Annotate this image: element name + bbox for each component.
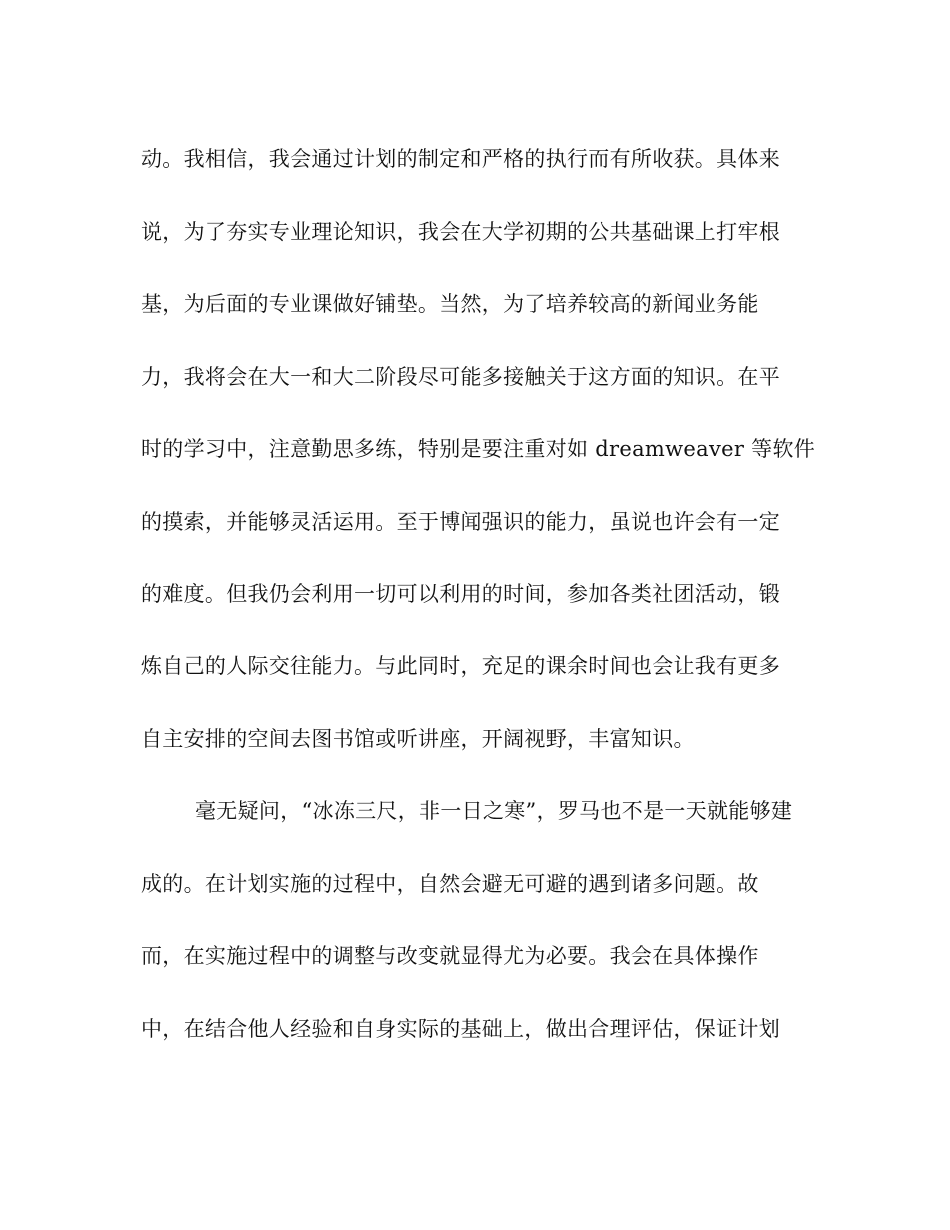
paragraph-start-line: 毫无疑问，“冰冻三尺，非一日之寒”，罗马也不是一天就能够建 bbox=[195, 799, 793, 823]
text-line-13: 中，在结合他人经验和自身实际的基础上，做出合理评估，保证计划 bbox=[141, 1017, 780, 1041]
text-line-9: 自主安排的空间去图书馆或听讲座，开阔视野，丰富知识。 bbox=[141, 727, 695, 751]
text-line-8: 炼自己的人际交往能力。与此同时，充足的课余时间也会让我有更多 bbox=[141, 654, 780, 678]
text-line-4: 力，我将会在大一和大二阶段尽可能多接触关于这方面的知识。在平 bbox=[141, 365, 780, 389]
text-line-1: 动。我相信，我会通过计划的制定和严格的执行而有所收获。具体来 bbox=[141, 147, 780, 171]
text-line-3: 基，为后面的专业课做好铺垫。当然，为了培养较高的新闻业务能 bbox=[141, 292, 759, 316]
text-line-11: 成的。在计划实施的过程中，自然会避无可避的遇到诸多问题。故 bbox=[141, 872, 759, 896]
text-line-2: 说，为了夯实专业理论知识，我会在大学初期的公共基础课上打牢根 bbox=[141, 220, 780, 244]
text-line-12: 而，在实施过程中的调整与改变就显得尤为必要。我会在具体操作 bbox=[141, 944, 759, 968]
text-line-6: 的摸索，并能够灵活运用。至于博闻强识的能力，虽说也许会有一定 bbox=[141, 510, 780, 534]
text-line-7: 的难度。但我仍会利用一切可以利用的时间，参加各类社团活动，锻 bbox=[141, 582, 780, 606]
text-line-5: 时的学习中，注意勤思多练，特别是要注重对如 dreamweaver 等软件 bbox=[141, 437, 816, 461]
